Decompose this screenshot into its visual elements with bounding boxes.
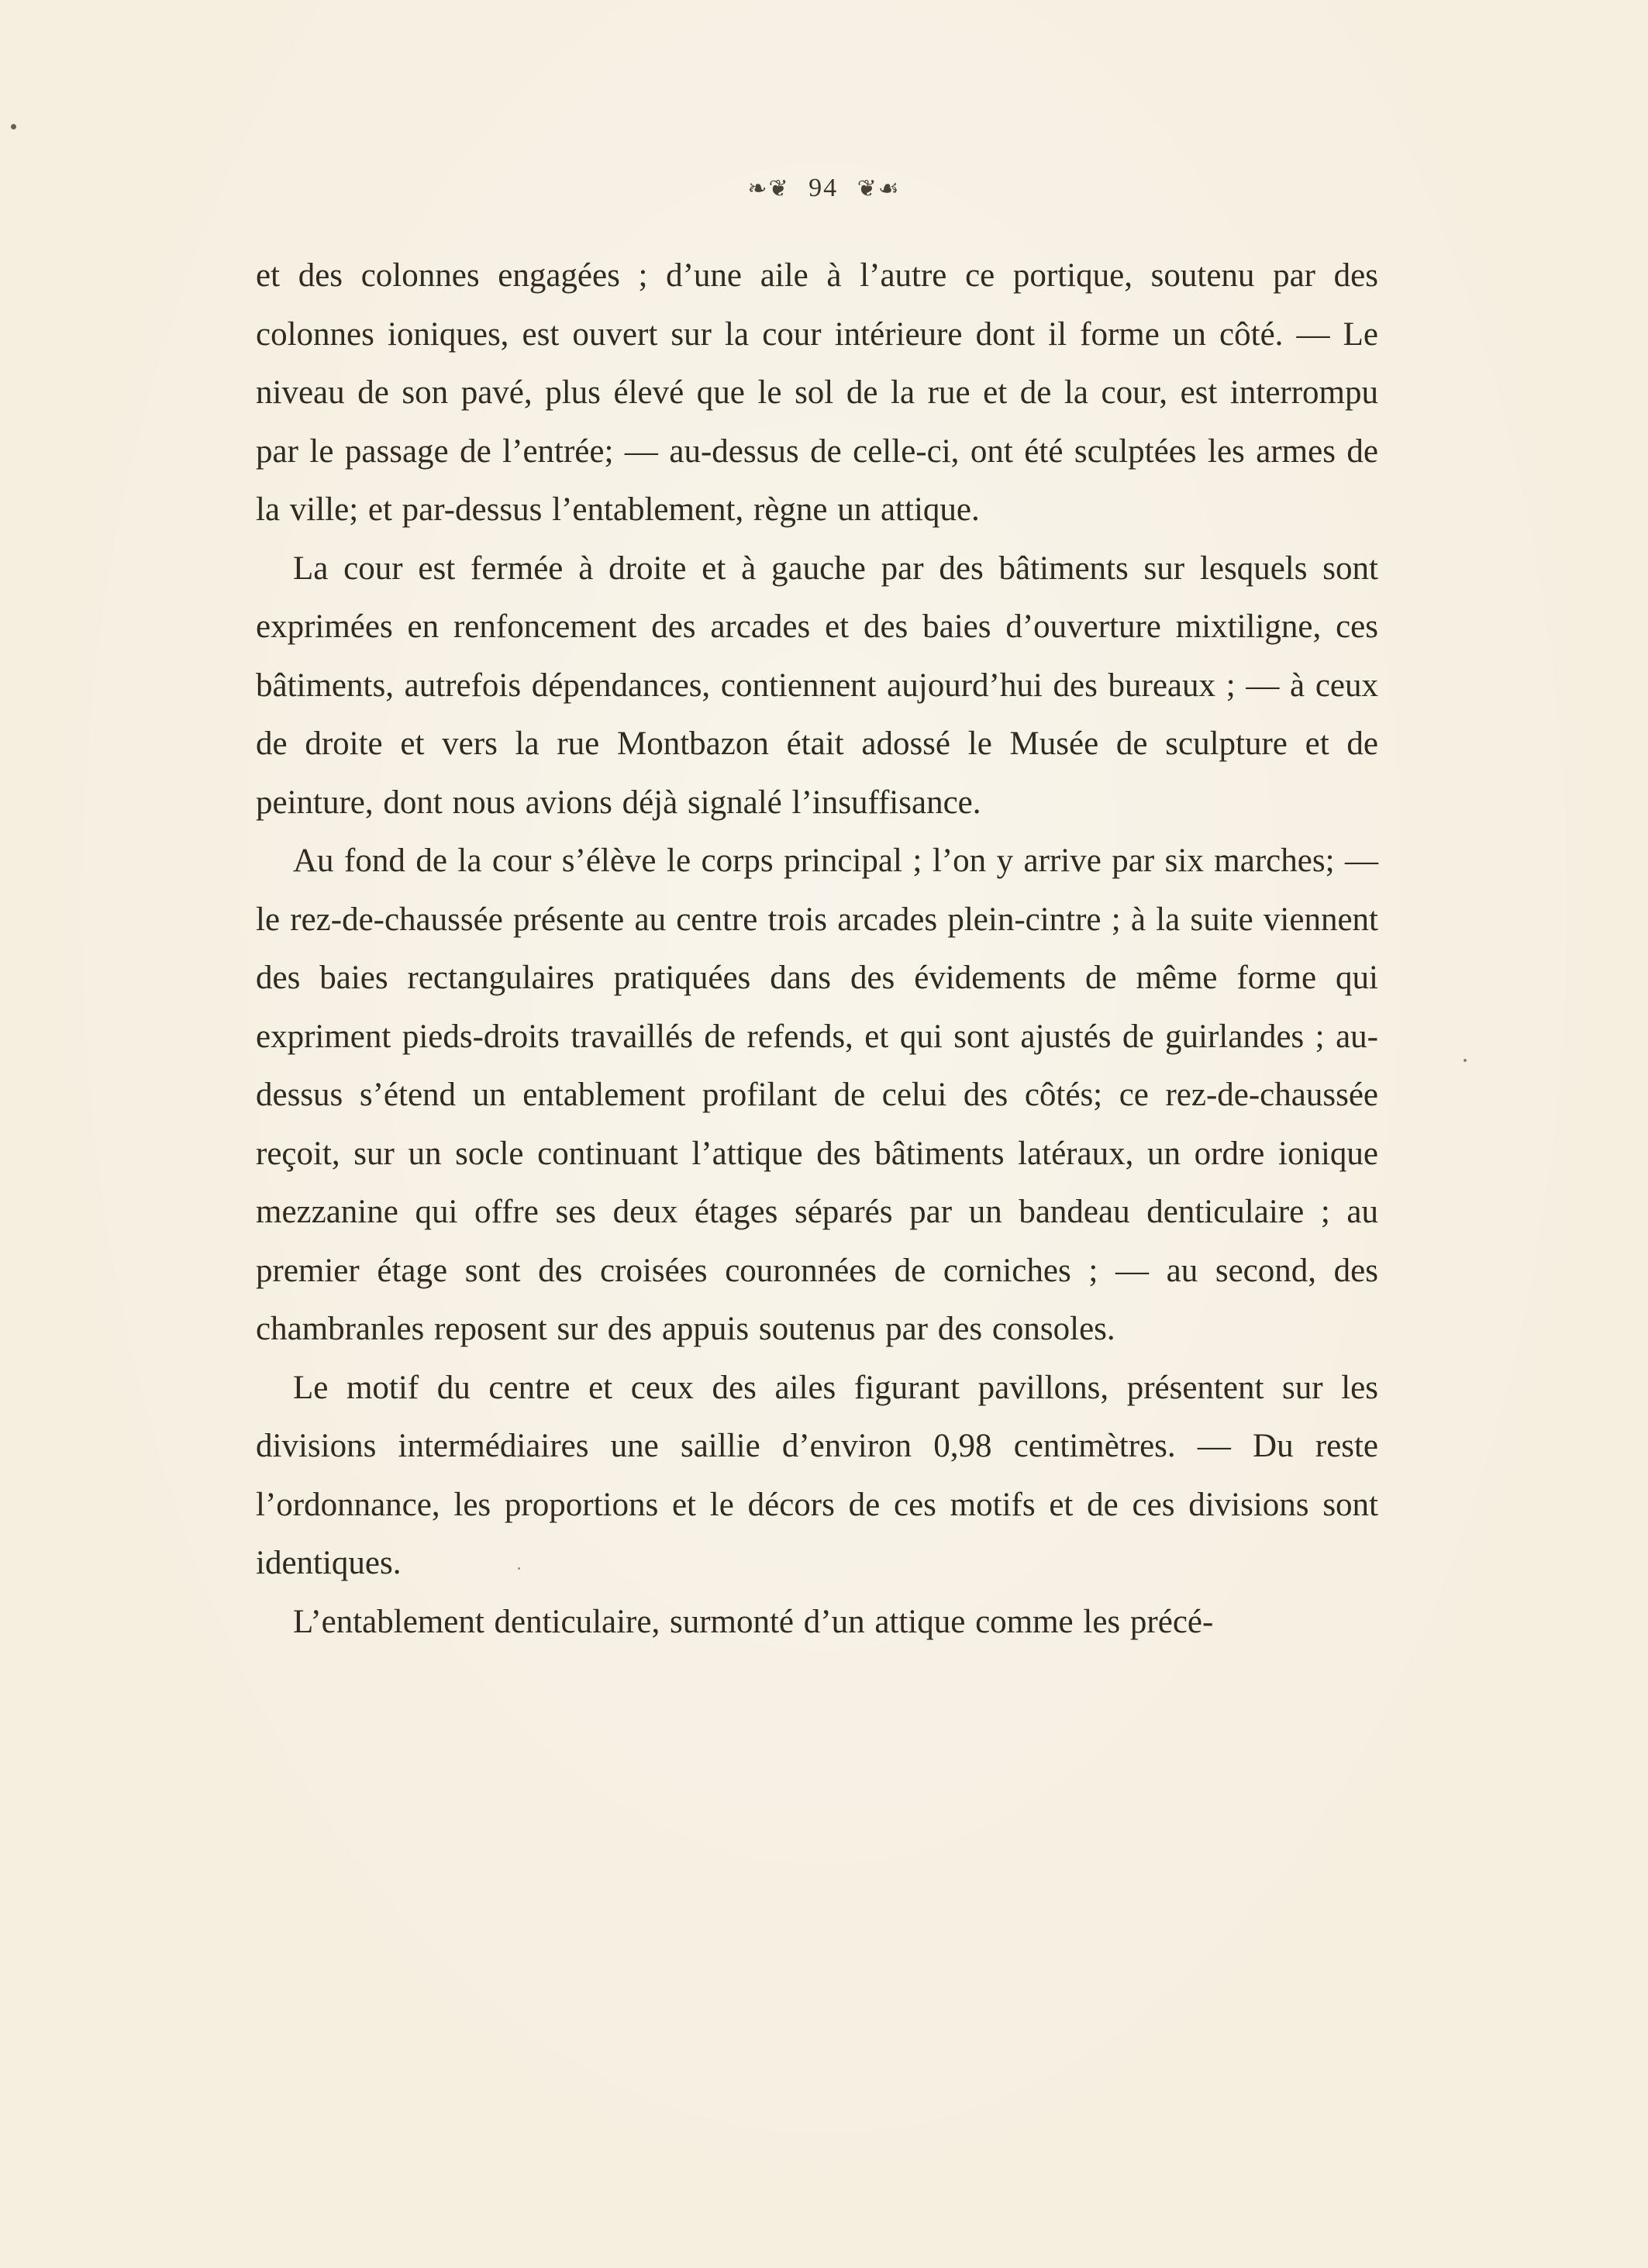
paragraph-pavilions: Le motif du centre et ceux des ailes figurant pavillons, présentent sur les divisions intermédiaires une saillie d’environ 0,98 centimètres. — Du reste l’ordonnance, les proportions et le décors de ces motifs et de ces divisions sont identiques. xyxy=(256,1369,1378,1581)
left-ornament-icon: ❧❦ xyxy=(747,175,790,202)
paper-speck xyxy=(518,1567,520,1570)
paragraph-continuation: et des colonnes engagées ; d’une aile à l’autre ce portique, soutenu par des colonnes ioniques, est ouvert sur la cour intérieure dont il forme un côté. — Le niveau de son pavé, plus élevé que le sol de la rue et de la cour, est interrompu par le passage de l’entrée; — au-dessus de celle-ci, ont été sculptées les armes de la ville; et par-dessus l’entablement, règne un attique. xyxy=(256,257,1378,528)
paper-speck xyxy=(11,124,16,129)
paper-speck xyxy=(1464,1059,1467,1062)
page-header xyxy=(0,172,1648,203)
page-number: 94 xyxy=(808,174,839,203)
body-text xyxy=(256,246,1378,1651)
right-ornament-icon: ❦☙ xyxy=(857,175,901,202)
paragraph-main-building: Au fond de la cour s’élève le corps principal ; l’on y arrive par six marches; — le rez-de-chaussée présente au centre trois arcades plein-cintre ; à la suite viennent des baies rectangulaires pratiquées dans des évidements de même forme qui expriment pieds-droits travaillés de refends, et qui sont ajustés de guirlandes ; au-dessus s’étend un entablement profilant de celui des côtés; ce rez-de-chaussée reçoit, sur un socle continuant l’attique des bâtiments latéraux, un ordre ionique mezzanine qui offre ses deux étages séparés par un bandeau denticulaire ; au premier étage sont des croisées couronnées de corniches ; — au second, des chambranles reposent sur des appuis soutenus par des consoles. xyxy=(256,843,1378,1347)
paragraph-courtyard: La cour est fermée à droite et à gauche par des bâtiments sur lesquels sont exprimées en renfoncement des arcades et des baies d’ouverture mixtiligne, ces bâtiments, autrefois dépendances, contiennent aujourd’hui des bureaux ; — à ceux de droite et vers la rue Montbazon était adossé le Musée de sculpture et de peinture, dont nous avions déjà signalé l’insuffisance. xyxy=(256,550,1378,821)
paragraph-entablature: L’entablement denticulaire, surmonté d’un attique comme les précé- xyxy=(293,1603,1214,1640)
